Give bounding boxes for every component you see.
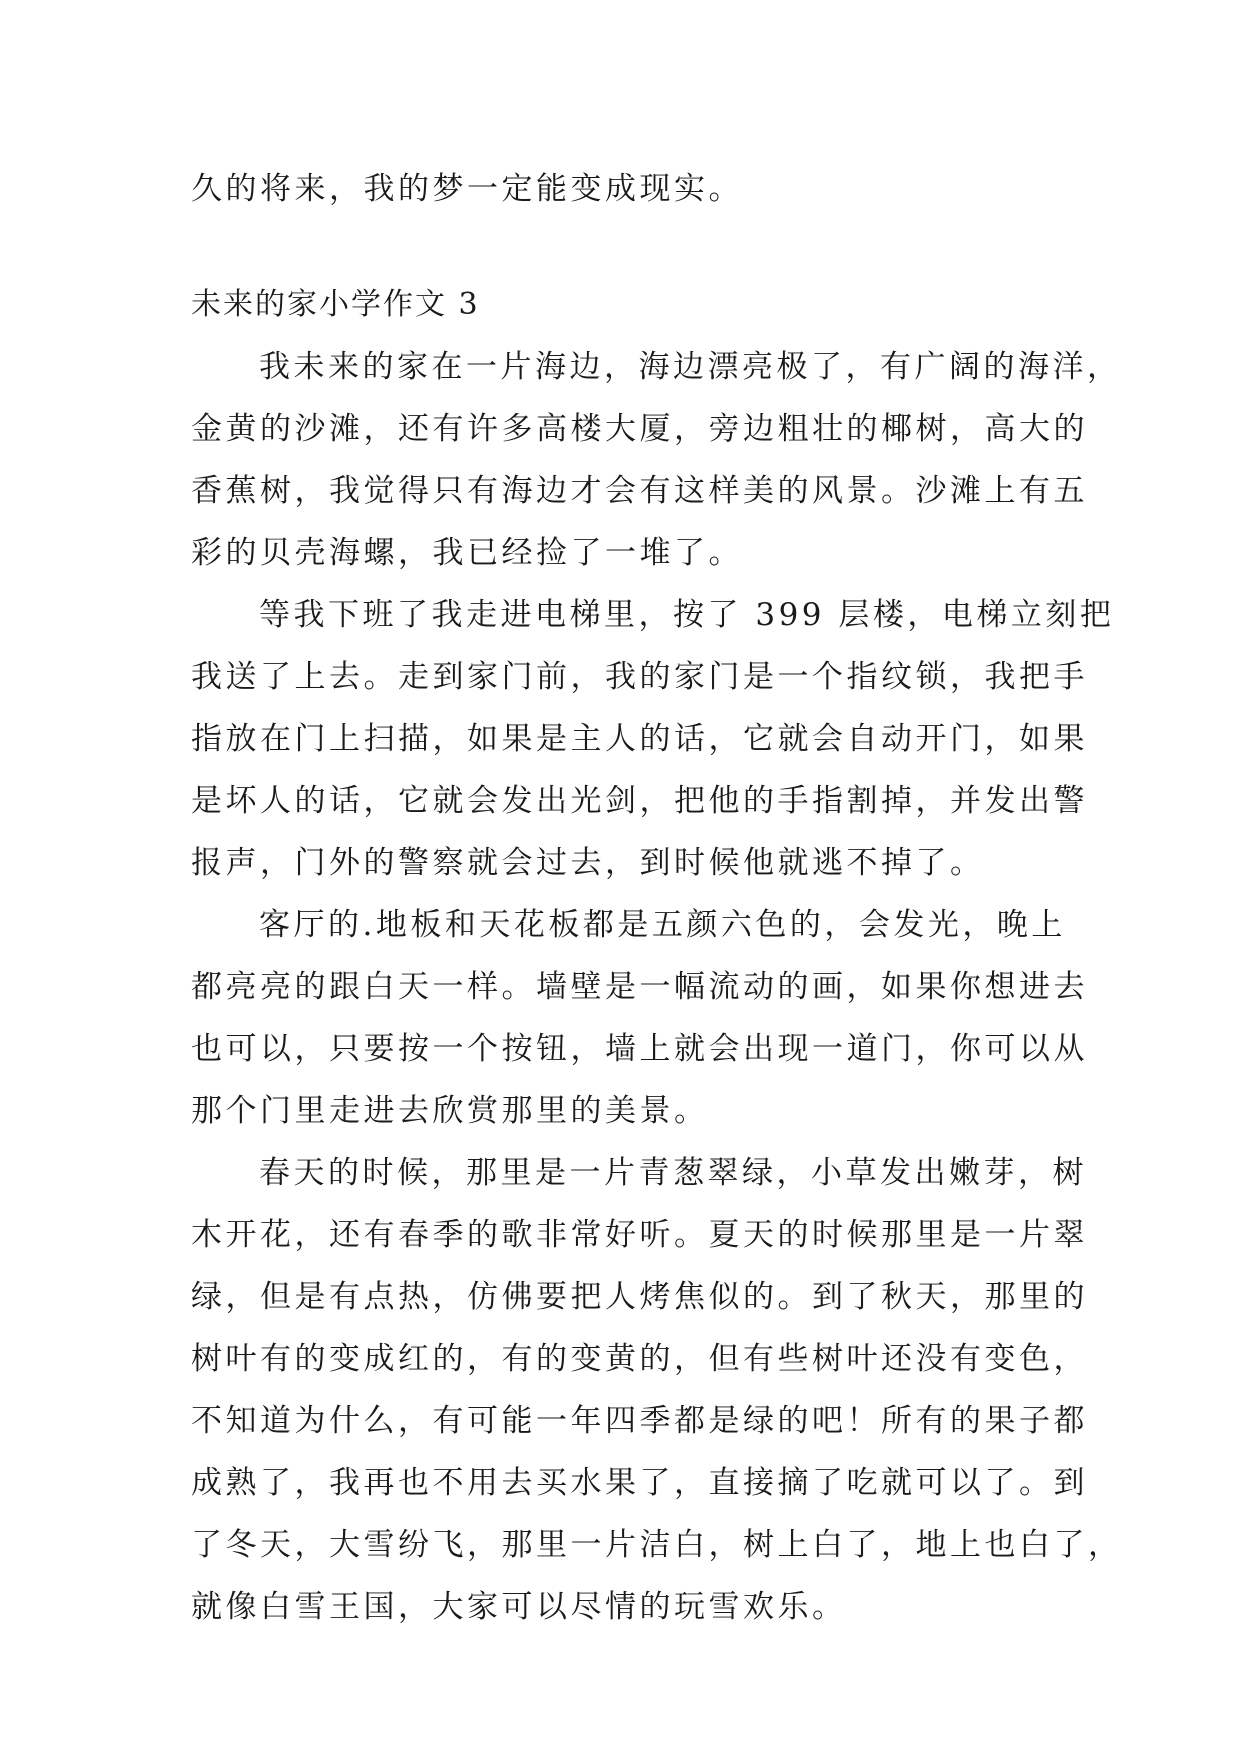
- paragraph-line: 绿，但是有点热，仿佛要把人烤焦似的。到了秋天，那里的: [191, 1279, 1088, 1315]
- paragraph-line: 木开花，还有春季的歌非常好听。夏天的时候那里是一片翠: [191, 1217, 1088, 1253]
- paragraph-line: 了冬天，大雪纷飞，那里一片洁白，树上白了，地上也白了，: [191, 1527, 1123, 1563]
- paragraph-line: 彩的贝壳海螺，我已经捡了一堆了。: [191, 535, 743, 571]
- essay-title: 未来的家小学作文 3: [191, 287, 480, 322]
- paragraph-line: 是坏人的话，它就会发出光剑，把他的手指割掉，并发出警: [191, 783, 1088, 819]
- paragraph-line: 就像白雪王国，大家可以尽情的玩雪欢乐。: [191, 1589, 847, 1625]
- document-page: [191, 158, 1123, 1638]
- paragraph-line: 不知道为什么，有可能一年四季都是绿的吧！所有的果子都: [191, 1403, 1088, 1439]
- paragraph-line: 树叶有的变成红的，有的变黄的，但有些树叶还没有变色，: [191, 1341, 1088, 1377]
- paragraph-line: 成熟了，我再也不用去买水果了，直接摘了吃就可以了。到: [191, 1465, 1088, 1501]
- paragraph-line: 也可以，只要按一个按钮，墙上就会出现一道门，你可以从: [191, 1031, 1088, 1067]
- paragraph-line: 客厅的.地板和天花板都是五颜六色的，会发光，晚上: [259, 907, 1066, 943]
- paragraph-line: 我未来的家在一片海边，海边漂亮极了，有广阔的海洋，: [259, 349, 1122, 385]
- paragraph-line: 我送了上去。走到家门前，我的家门是一个指纹锁，我把手: [191, 659, 1088, 695]
- paragraph-1: [191, 336, 1122, 584]
- paragraph-line: 等我下班了我走进电梯里，按了 399 层楼，电梯立刻把: [259, 597, 1115, 633]
- paragraph-line: 那个门里走进去欣赏那里的美景。: [191, 1093, 709, 1129]
- paragraph-line: 都亮亮的跟白天一样。墙壁是一幅流动的画，如果你想进去: [191, 969, 1088, 1005]
- paragraph-line: 金黄的沙滩，还有许多高楼大厦，旁边粗壮的椰树，高大的: [191, 411, 1088, 447]
- paragraph-line: 指放在门上扫描，如果是主人的话，它就会自动开门，如果: [191, 721, 1088, 757]
- paragraph-4: [191, 1142, 1123, 1638]
- continuation-line: 久的将来，我的梦一定能变成现实。: [191, 171, 743, 207]
- paragraph-line: 春天的时候，那里是一片青葱翠绿，小草发出嫩芽，树: [259, 1155, 1087, 1191]
- paragraph-line: 香蕉树，我觉得只有海边才会有这样美的风景。沙滩上有五: [191, 473, 1088, 509]
- paragraph-line: 报声，门外的警察就会过去，到时候他就逃不掉了。: [191, 845, 985, 881]
- paragraph-3: [191, 894, 1088, 1142]
- paragraph-2: [191, 584, 1115, 894]
